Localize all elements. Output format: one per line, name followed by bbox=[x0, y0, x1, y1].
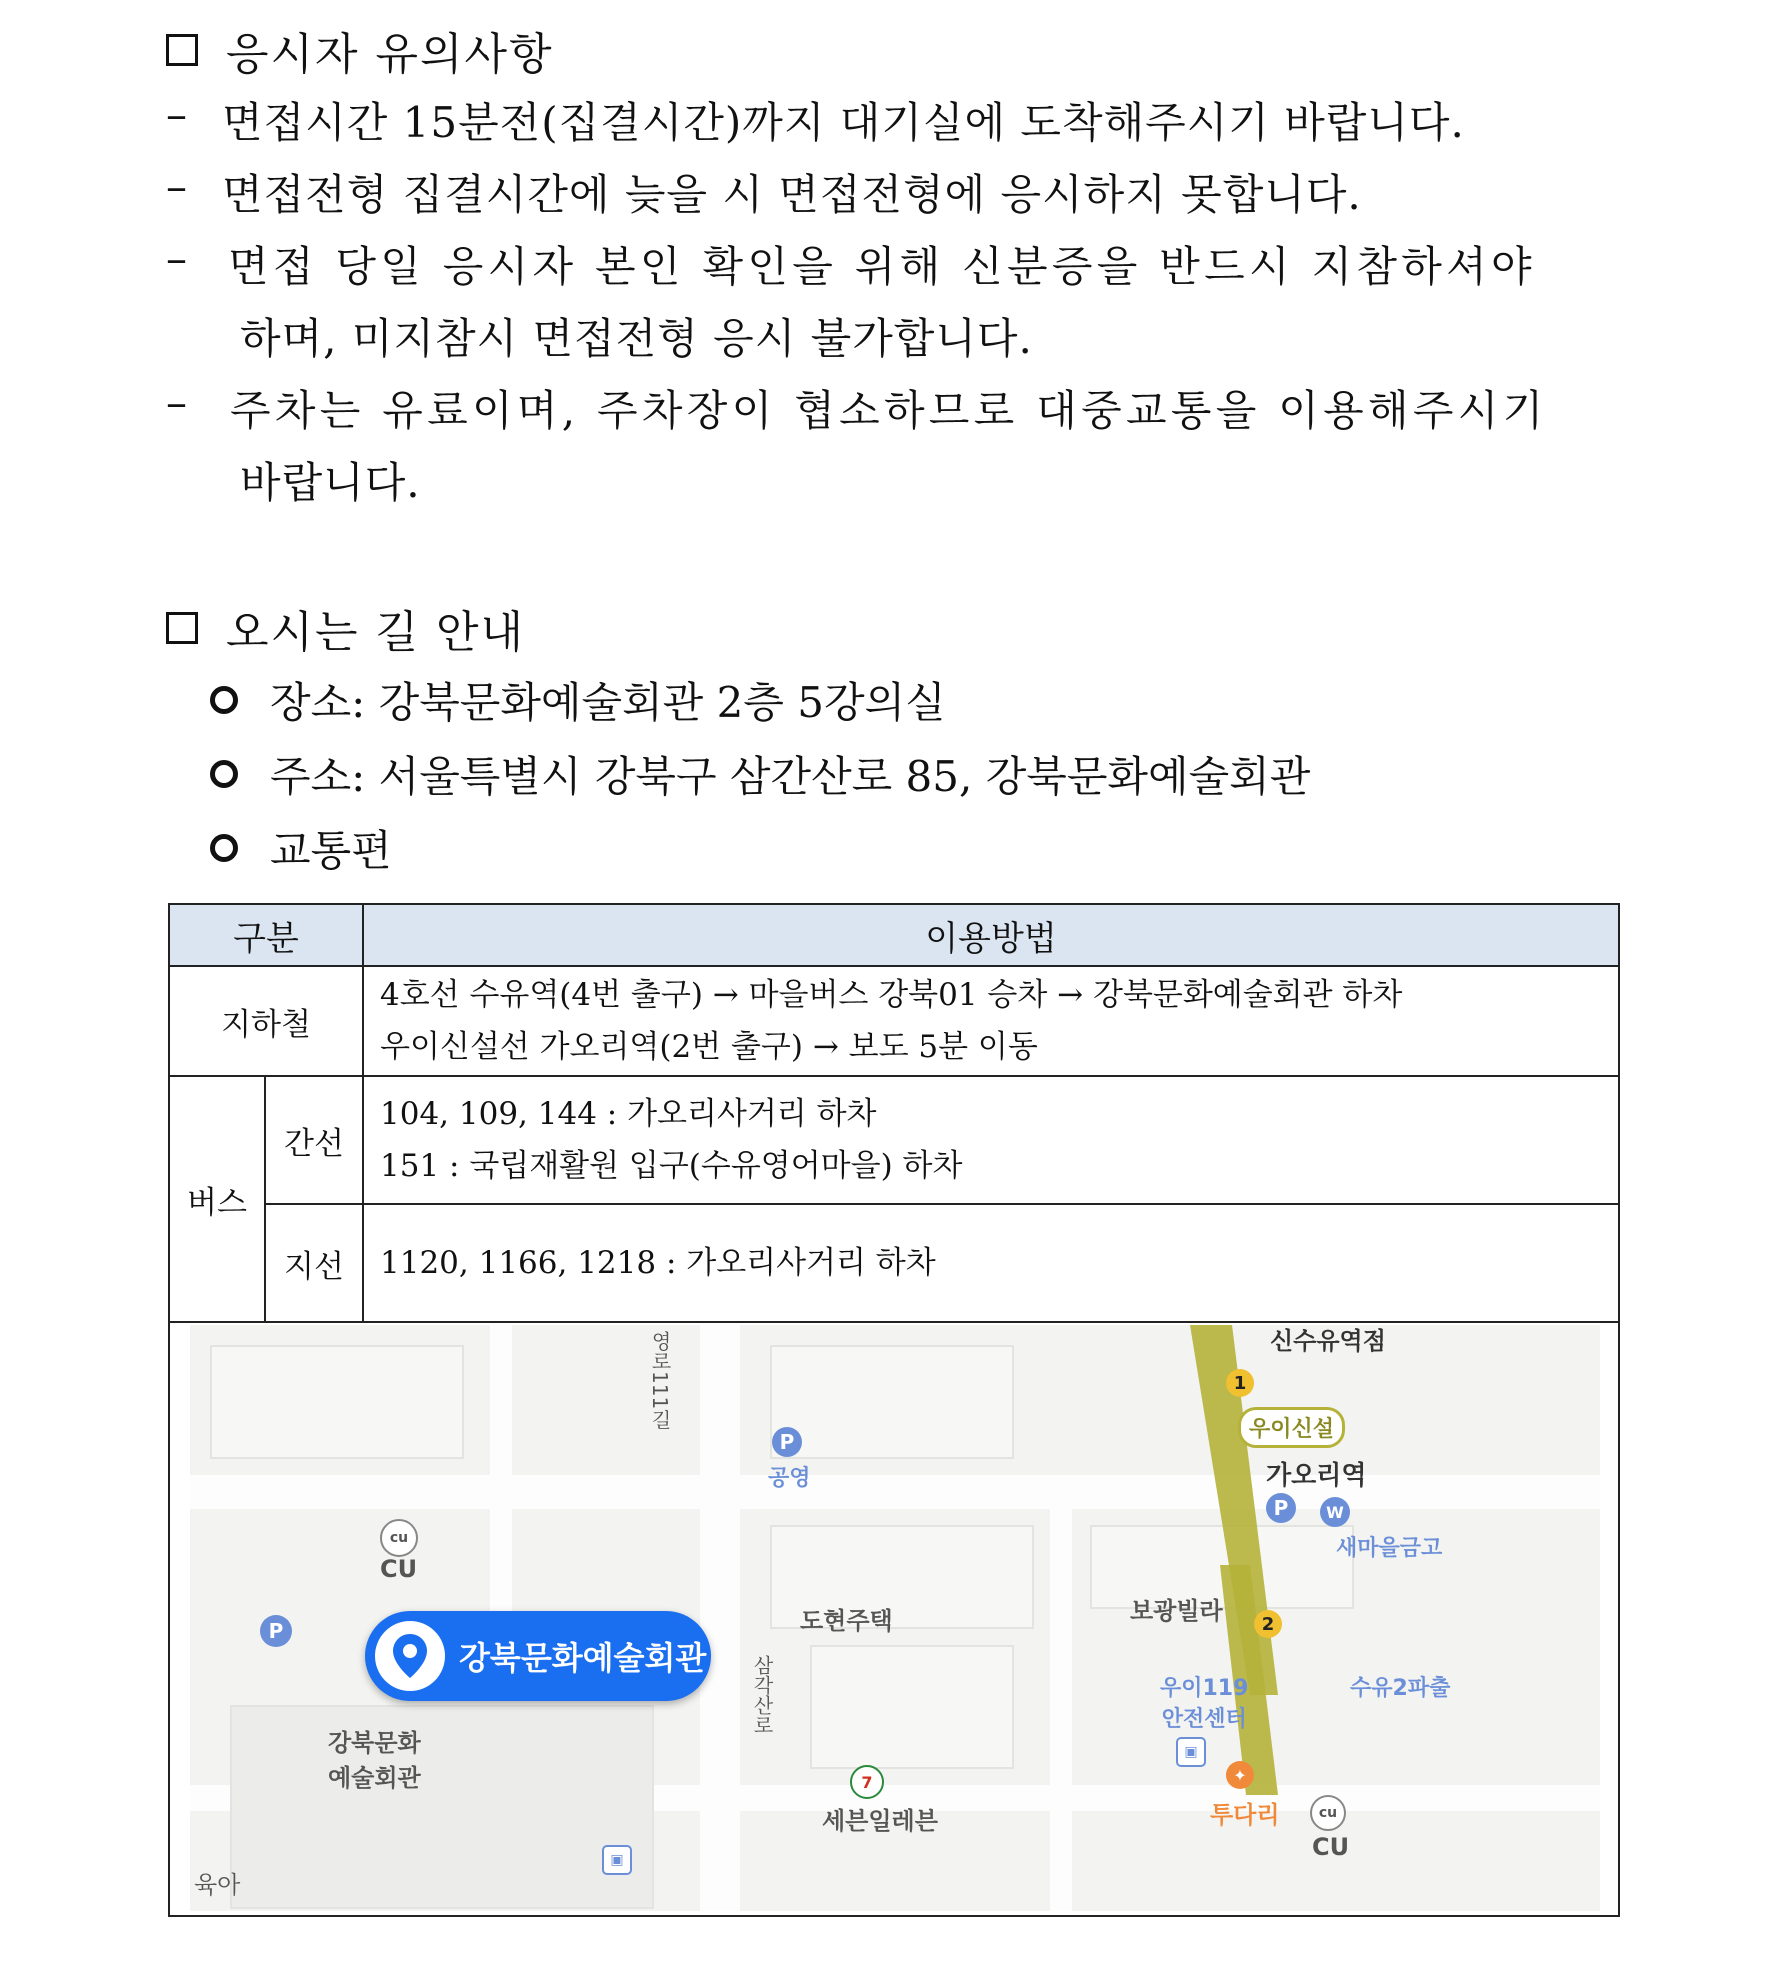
notice-item-1: 면접시간 15분전(집결시간)까지 대기실에 도착해주시기 바랍니다. bbox=[222, 98, 1465, 147]
map-row bbox=[169, 1322, 1619, 1916]
dash-bullet: – bbox=[166, 90, 187, 139]
directions-heading bbox=[166, 596, 525, 660]
parking-icon: P bbox=[772, 1427, 802, 1457]
directions-heading-text: 오시는 길 안내 bbox=[226, 607, 525, 658]
location-map[interactable] bbox=[190, 1325, 1600, 1911]
map-label-cu1: CU bbox=[380, 1555, 418, 1583]
table-row bbox=[169, 1076, 1619, 1204]
seven-eleven-icon: 7 bbox=[850, 1765, 884, 1799]
bus-label: 버스 bbox=[169, 1076, 265, 1322]
notice-heading bbox=[166, 18, 554, 82]
transport-text: 교통편 bbox=[270, 826, 392, 875]
main-pin-label: 강북문화예술회관 bbox=[459, 1639, 707, 1677]
restaurant-icon: ✦ bbox=[1226, 1761, 1254, 1789]
trunk-label: 간선 bbox=[265, 1076, 363, 1204]
map-label-dohyeon: 도현주택 bbox=[800, 1607, 893, 1635]
branch-methods bbox=[363, 1204, 1619, 1322]
map-label-safety: 우이119 안전센터 bbox=[1160, 1676, 1249, 1732]
bus-stop-icon: ▣ bbox=[602, 1845, 632, 1875]
notice-item-3: 면접 당일 응시자 본인 확인을 위해 신분증을 반드시 지참하셔야 bbox=[228, 242, 1536, 291]
table-row bbox=[169, 966, 1619, 1076]
notice-item-3-cont: 하며, 미지참시 면접전형 응시 불가합니다. bbox=[240, 314, 1033, 363]
convenience-store-icon: cu bbox=[380, 1519, 418, 1557]
transport-row bbox=[210, 818, 392, 878]
map-label-station: 가오리역 bbox=[1266, 1461, 1367, 1491]
trunk-methods bbox=[363, 1076, 1619, 1204]
circle-bullet-icon bbox=[210, 760, 238, 788]
transport-table bbox=[168, 903, 1620, 1917]
bus-stop-icon: ▣ bbox=[1176, 1737, 1206, 1767]
map-label-line: 우이신설 bbox=[1238, 1407, 1345, 1448]
place-row bbox=[210, 670, 946, 730]
map-label-yuka: 육아 bbox=[194, 1871, 241, 1899]
parking-icon: P bbox=[260, 1615, 292, 1647]
subway-method-1: 4호선 수유역(4번 출구) → 마을버스 강북01 승차 → 강북문화예술회관 하차 bbox=[380, 977, 1403, 1013]
main-location-pin[interactable] bbox=[365, 1611, 711, 1701]
notice-item-2: 면접전형 집결시간에 늦을 시 면접전형에 응시하지 못합니다. bbox=[222, 170, 1362, 219]
header-method: 이용방법 bbox=[363, 904, 1619, 966]
bank-icon: W bbox=[1320, 1497, 1350, 1527]
circle-bullet-icon bbox=[210, 686, 238, 714]
branch-method-1: 1120, 1166, 1218 : 가오리사거리 하차 bbox=[380, 1245, 936, 1281]
map-label-police: 수유2파출 bbox=[1350, 1676, 1451, 1701]
map-label-road111: 영로111길 bbox=[648, 1331, 672, 1430]
map-label-sinsu: 신수유역점 bbox=[1270, 1327, 1386, 1355]
address-row bbox=[210, 744, 1310, 804]
subway-label: 지하철 bbox=[169, 966, 363, 1076]
map-label-saemaeul: 새마을금고 bbox=[1336, 1536, 1443, 1561]
subway-method-2: 우이신설선 가오리역(2번 출구) → 보도 5분 이동 bbox=[380, 1029, 1038, 1065]
dash-bullet: – bbox=[166, 162, 187, 211]
map-label-tudari: 투다리 bbox=[1210, 1801, 1280, 1829]
checkbox-square-icon bbox=[166, 612, 198, 644]
map-label-seven: 세븐일레븐 bbox=[822, 1807, 938, 1835]
map-label-building: 강북문화 예술회관 bbox=[328, 1729, 421, 1792]
parking-icon: P bbox=[1266, 1493, 1296, 1523]
circle-bullet-icon bbox=[210, 834, 238, 862]
trunk-method-1: 104, 109, 144 : 가오리사거리 하차 bbox=[380, 1096, 877, 1132]
place-text: 장소: 강북문화예술회관 2층 5강의실 bbox=[270, 678, 946, 727]
notice-item-4: 주차는 유료이며, 주차장이 협소하므로 대중교통을 이용해주시기 bbox=[230, 386, 1548, 435]
branch-label: 지선 bbox=[265, 1204, 363, 1322]
location-pin-icon bbox=[375, 1621, 445, 1691]
map-label-samgak: 삼각산로 bbox=[750, 1655, 774, 1735]
convenience-store-icon: cu bbox=[1310, 1795, 1346, 1831]
table-row bbox=[169, 1204, 1619, 1322]
map-label-bogwang: 보광빌라 bbox=[1130, 1597, 1223, 1625]
dash-bullet: – bbox=[166, 378, 187, 427]
header-category: 구분 bbox=[169, 904, 363, 966]
map-label-gongyeong: 공영 bbox=[768, 1466, 811, 1491]
subway-methods bbox=[363, 966, 1619, 1076]
dash-bullet: – bbox=[166, 234, 187, 283]
notice-item-4-cont: 바랍니다. bbox=[240, 458, 421, 507]
checkbox-square-icon bbox=[166, 34, 198, 66]
exit-1-icon: 1 bbox=[1226, 1369, 1254, 1397]
map-label-cu2: CU bbox=[1312, 1833, 1350, 1861]
address-text: 주소: 서울특별시 강북구 삼간산로 85, 강북문화예술회관 bbox=[270, 752, 1311, 801]
notice-heading-text: 응시자 유의사항 bbox=[226, 29, 554, 80]
exit-2-icon: 2 bbox=[1254, 1610, 1282, 1638]
trunk-method-2: 151 : 국립재활원 입구(수유영어마을) 하차 bbox=[380, 1148, 963, 1184]
table-header-row bbox=[169, 904, 1619, 966]
map-cell bbox=[169, 1322, 1619, 1916]
